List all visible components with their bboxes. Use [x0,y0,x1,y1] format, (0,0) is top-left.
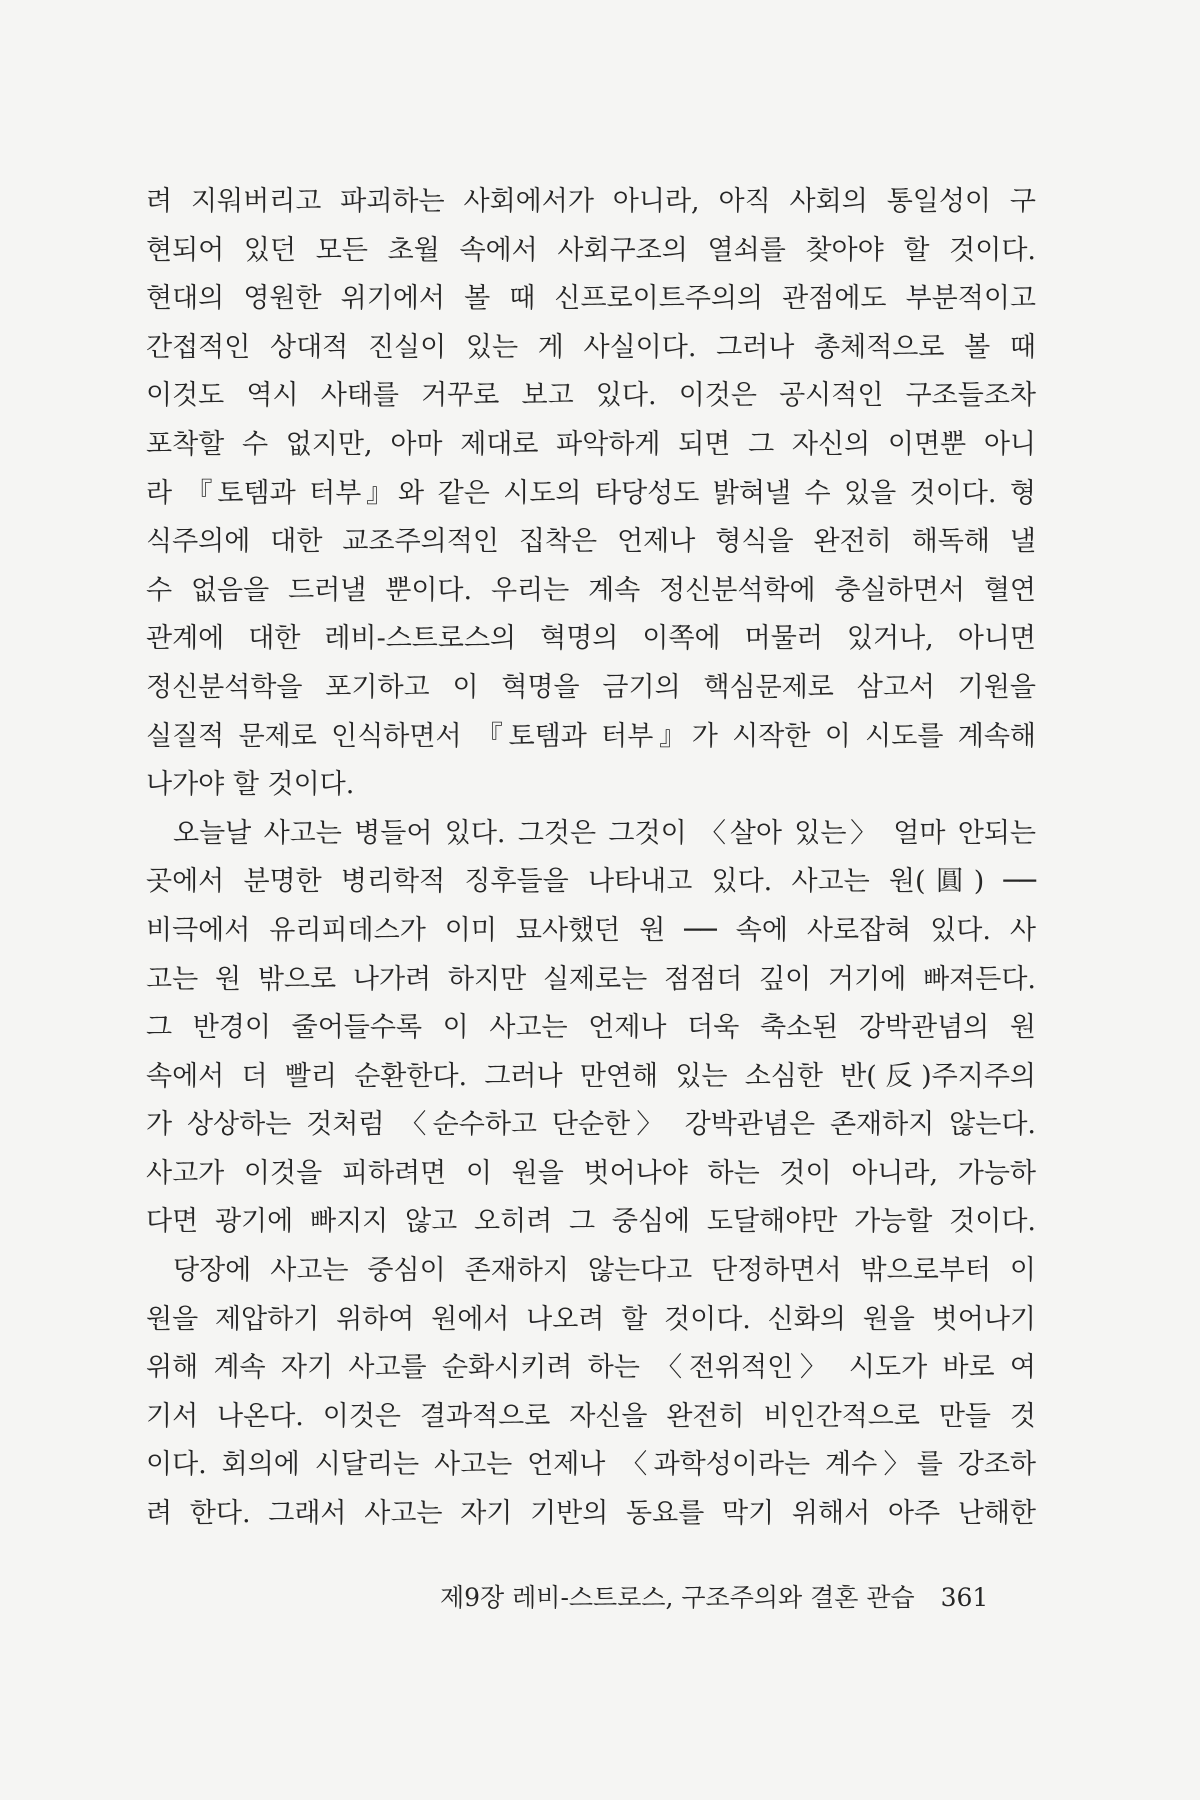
text-line: 포착할 수 없지만, 아마 제대로 파악하게 되면 그 자신의 이면뿐 아니 [146,428,1036,460]
running-footer [440,1578,1040,1614]
text-line: 그 반경이 줄어들수록 이 사고는 언제나 더욱 축소된 강박관념의 원 [146,1012,1036,1044]
text-line: 관계에 대한 레비-스트로스의 혁명의 이쪽에 머물러 있거나, 아니면 [146,623,1036,655]
text-line: 이것도 역시 사태를 거꾸로 보고 있다. 이것은 공시적인 구조들조차 [146,380,1036,412]
text-line: 수 없음을 드러낼 뿐이다. 우리는 계속 정신분석학에 충실하면서 혈연 [146,574,1036,606]
text-line: 오늘날 사고는 병들어 있다. 그것은 그것이 〈살아 있는〉 얼마 안되는 [173,817,1036,849]
text-line: 당장에 사고는 중심이 존재하지 않는다고 단정하면서 밖으로부터 이 [173,1255,1036,1287]
text-line: 원을 제압하기 위하여 원에서 나오려 할 것이다. 신화의 원을 벗어나기 [146,1303,1036,1335]
text-line: 라 『토템과 터부』와 같은 시도의 타당성도 밝혀낼 수 있을 것이다. 형 [146,477,1036,509]
text-line: 사고가 이것을 피하려면 이 원을 벗어나야 하는 것이 아니라, 가능하 [146,1157,1036,1189]
text-line: 현되어 있던 모든 초월 속에서 사회구조의 열쇠를 찾아야 할 것이다. [146,234,1036,266]
text-line: 식주의에 대한 교조주의적인 집착은 언제나 형식을 완전히 해독해 낼 [146,526,1036,558]
text-line: 현대의 영원한 위기에서 볼 때 신프로이트주의의 관점에도 부분적이고 [146,283,1036,315]
text-line: 다면 광기에 빠지지 않고 오히려 그 중심에 도달해야만 가능할 것이다. [146,1206,1036,1238]
chapter-title: 제9장 레비-스트로스, 구조주의와 결혼 관습 [440,1583,915,1612]
text-line: 속에서 더 빨리 순환한다. 그러나 만연해 있는 소심한 반(反)주지주의 [146,1060,1036,1092]
text-line: 실질적 문제로 인식하면서 『토템과 터부』가 시작한 이 시도를 계속해 [146,720,1036,752]
text-line: 가 상상하는 것처럼 〈순수하고 단순한〉 강박관념은 존재하지 않는다. [146,1109,1036,1141]
text-line: 기서 나온다. 이것은 결과적으로 자신을 완전히 비인간적으로 만들 것 [146,1400,1036,1432]
text-line: 려 한다. 그래서 사고는 자기 기반의 동요를 막기 위해서 아주 난해한 [146,1498,1036,1530]
text-line: 이다. 회의에 시달리는 사고는 언제나 〈과학성이라는 계수〉를 강조하 [146,1449,1036,1481]
text-line: 나가야 할 것이다. [146,769,355,801]
text-line: 위해 계속 자기 사고를 순화시키려 하는 〈전위적인〉 시도가 바로 여 [146,1352,1036,1384]
text-line: 간접적인 상대적 진실이 있는 게 사실이다. 그러나 총체적으로 볼 때 [146,331,1036,363]
text-line: 정신분석학을 포기하고 이 혁명을 금기의 핵심문제로 삼고서 기원을 [146,671,1036,703]
text-line: 고는 원 밖으로 나가려 하지만 실제로는 점점더 깊이 거기에 빠져든다. [146,963,1036,995]
page-number: 361 [940,1583,989,1612]
text-line: 비극에서 유리피데스가 이미 묘사했던 원 ── 속에 사로잡혀 있다. 사 [146,914,1036,946]
text-line: 곳에서 분명한 병리학적 징후들을 나타내고 있다. 사고는 원(圓) ── [146,866,1036,898]
text-line: 려 지워버리고 파괴하는 사회에서가 아니라, 아직 사회의 통일성이 구 [146,186,1036,217]
body-text [146,178,1036,1539]
